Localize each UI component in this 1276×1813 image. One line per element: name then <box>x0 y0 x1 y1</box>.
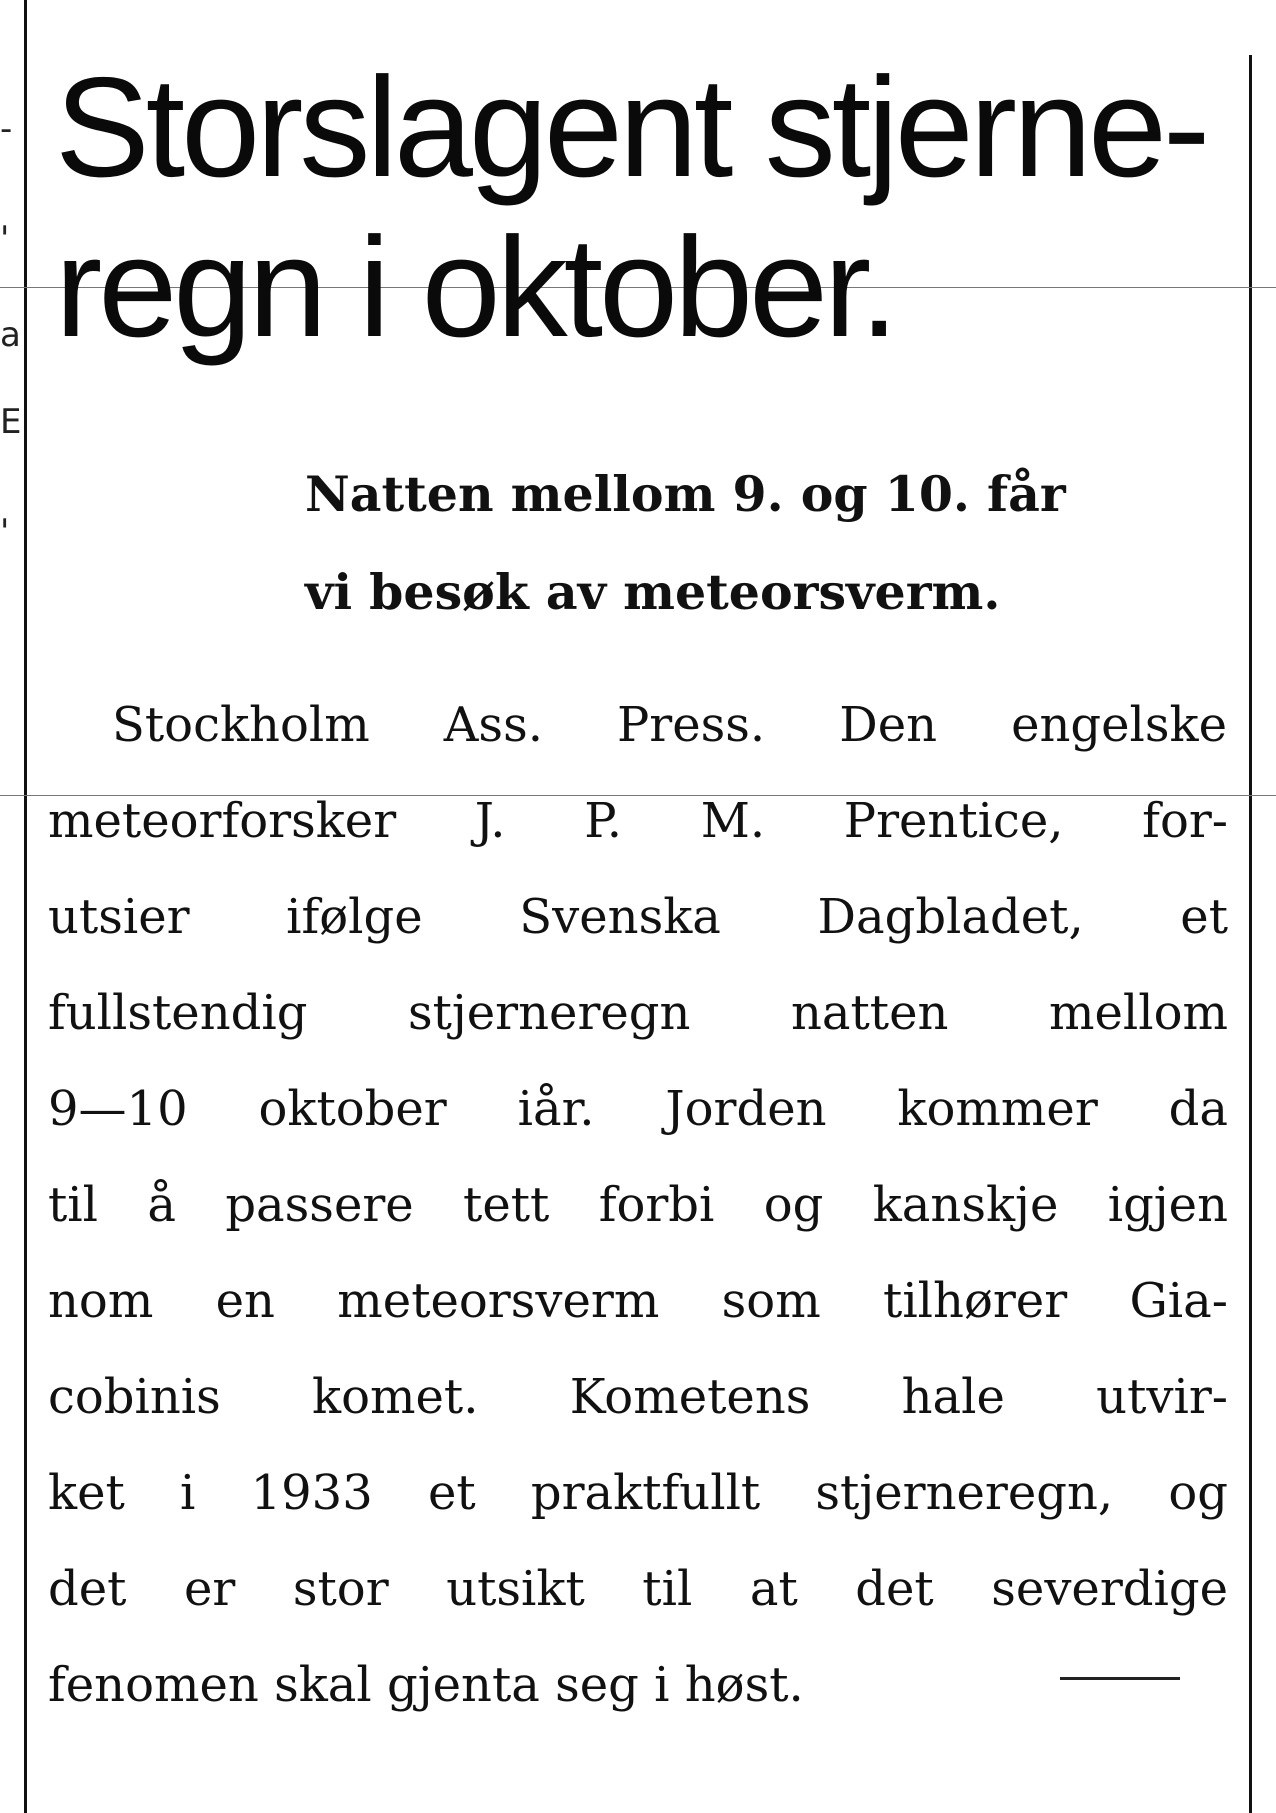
article-subhead <box>305 445 1225 641</box>
margin-fragment: ' <box>0 219 10 259</box>
margin-fragment: E <box>0 402 22 442</box>
body-line: cobinis komet. Kometens hale utvir- <box>48 1369 1228 1425</box>
margin-fragment: a <box>0 315 21 355</box>
headline-line: Storslagent stjerne- <box>55 48 1207 207</box>
margin-fragment: - <box>0 109 13 149</box>
body-line: det er stor utsikt til at det severdige <box>48 1561 1228 1617</box>
body-line: til å passere tett forbi og kanskje igjen <box>48 1177 1228 1233</box>
body-line: fullstendig stjerneregn natten mellom <box>48 985 1228 1041</box>
subhead-line: Natten mellom 9. og 10. får <box>305 465 1066 523</box>
article-headline <box>55 48 1240 368</box>
body-line: ket i 1933 et praktfullt stjerneregn, og <box>48 1465 1228 1521</box>
column-rule-right <box>1249 55 1252 1813</box>
margin-fragment: ' <box>0 512 10 552</box>
subhead-line: vi besøk av meteorsverm. <box>305 563 1001 621</box>
article-end-dash <box>1060 1677 1180 1680</box>
body-line: 9—10 oktober iår. Jorden kommer da <box>48 1081 1228 1137</box>
body-line: fenomen skal gjenta seg i høst. <box>48 1657 804 1713</box>
column-rule-left <box>24 0 27 1813</box>
body-line: meteorforsker J. P. M. Prentice, for- <box>48 793 1228 849</box>
body-line: Stockholm Ass. Press. Den engelske <box>112 697 1227 753</box>
body-line: utsier ifølge Svenska Dagbladet, et <box>48 889 1228 945</box>
body-line: nom en meteorsverm som tilhører Gia- <box>48 1273 1228 1329</box>
headline-line: regn i oktober. <box>55 208 895 367</box>
